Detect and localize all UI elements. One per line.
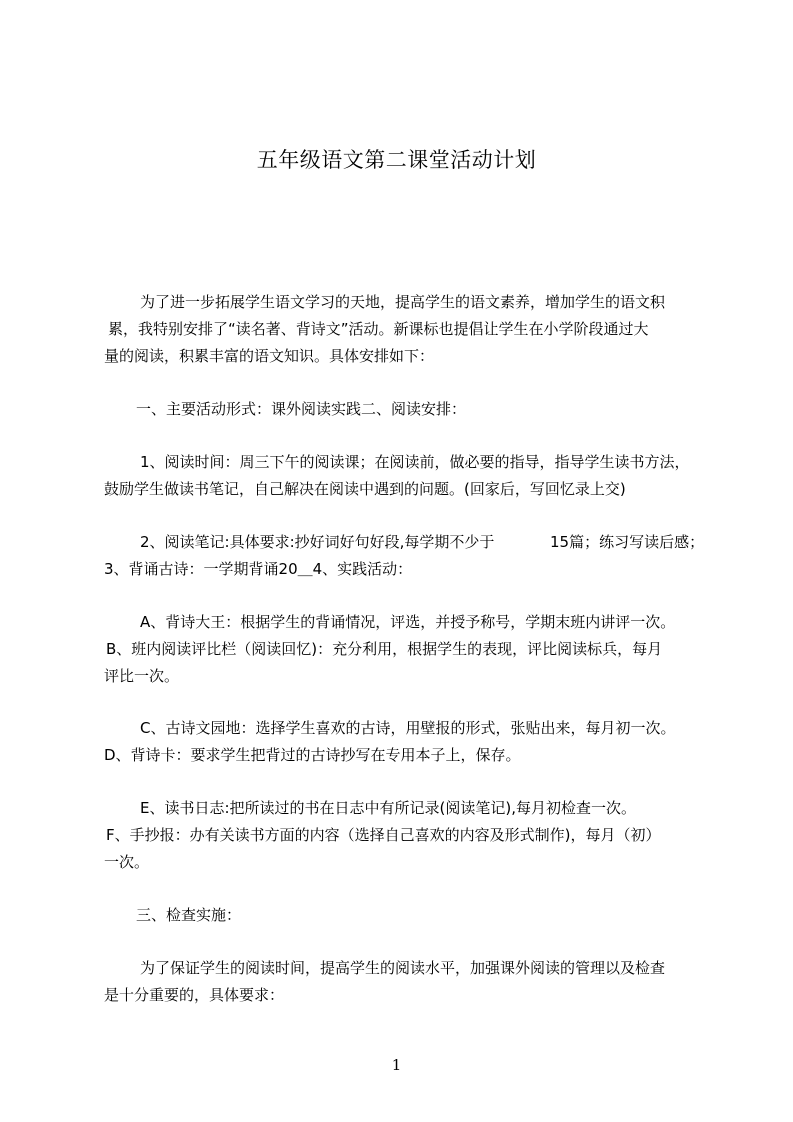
paragraph-line: A、背诗大王：根据学生的背诵情况，评选，并授予称号，学期末班内讲评一次。	[140, 613, 676, 631]
paragraph-line: 累，我特别安排了“读名著、背诗文”活动。新课标也提倡让学生在小学阶段通过大	[108, 320, 649, 338]
section-heading: 三、检查实施：	[136, 906, 242, 924]
paragraph-line: 1、阅读时间：周三下午的阅读课；在阅读前，做必要的指导，指导学生读书方法，	[140, 453, 690, 471]
page-title: 五年级语文第二课堂活动计划	[256, 148, 537, 172]
paragraph-line: 评比一次。	[104, 667, 180, 685]
paragraph-line: 为了进一步拓展学生语文学习的天地，提高学生的语文素养，增加学生的语文积	[140, 293, 666, 311]
paragraph-line: 2、阅读笔记:具体要求:抄好词好句好段,每学期不少于	[140, 533, 495, 551]
paragraph-line: 鼓励学生做读书笔记，自己解决在阅读中遇到的问题。(回家后，写回忆录上交)	[104, 480, 626, 498]
paragraph-line: C、古诗文园地：选择学生喜欢的古诗，用壁报的形式，张贴出来，每月初一次。	[140, 719, 676, 737]
paragraph-line: D、背诗卡：要求学生把背过的古诗抄写在专用本子上，保存。	[104, 746, 521, 764]
paragraph-line: 3、背诵古诗：一学期背诵20＿4、实践活动：	[104, 560, 413, 578]
section-heading: 一、主要活动形式：课外阅读实践二、阅读安排：	[136, 400, 467, 418]
page-number: 1	[391, 1056, 402, 1074]
paragraph-line: E、读书日志:把所读过的书在日志中有所记录(阅读笔记),每月初检查一次。	[140, 799, 637, 817]
paragraph-line: 15篇；练习写读后感；	[550, 533, 705, 551]
paragraph-line: 为了保证学生的阅读时间，提高学生的阅读水平，加强课外阅读的管理以及检查	[140, 959, 666, 977]
paragraph-line: B、班内阅读评比栏（阅读回忆)：充分利用，根据学生的表现，评比阅读标兵，每月	[106, 640, 663, 658]
paragraph-line: 是十分重要的，具体要求：	[104, 986, 285, 1004]
paragraph-line: 一次。	[104, 853, 150, 871]
paragraph-line: 量的阅读，积累丰富的语文知识。具体安排如下：	[104, 347, 435, 365]
paragraph-line: F、手抄报：办有关读书方面的内容（选择自己喜欢的内容及形式制作)，每月（初）	[106, 826, 661, 844]
